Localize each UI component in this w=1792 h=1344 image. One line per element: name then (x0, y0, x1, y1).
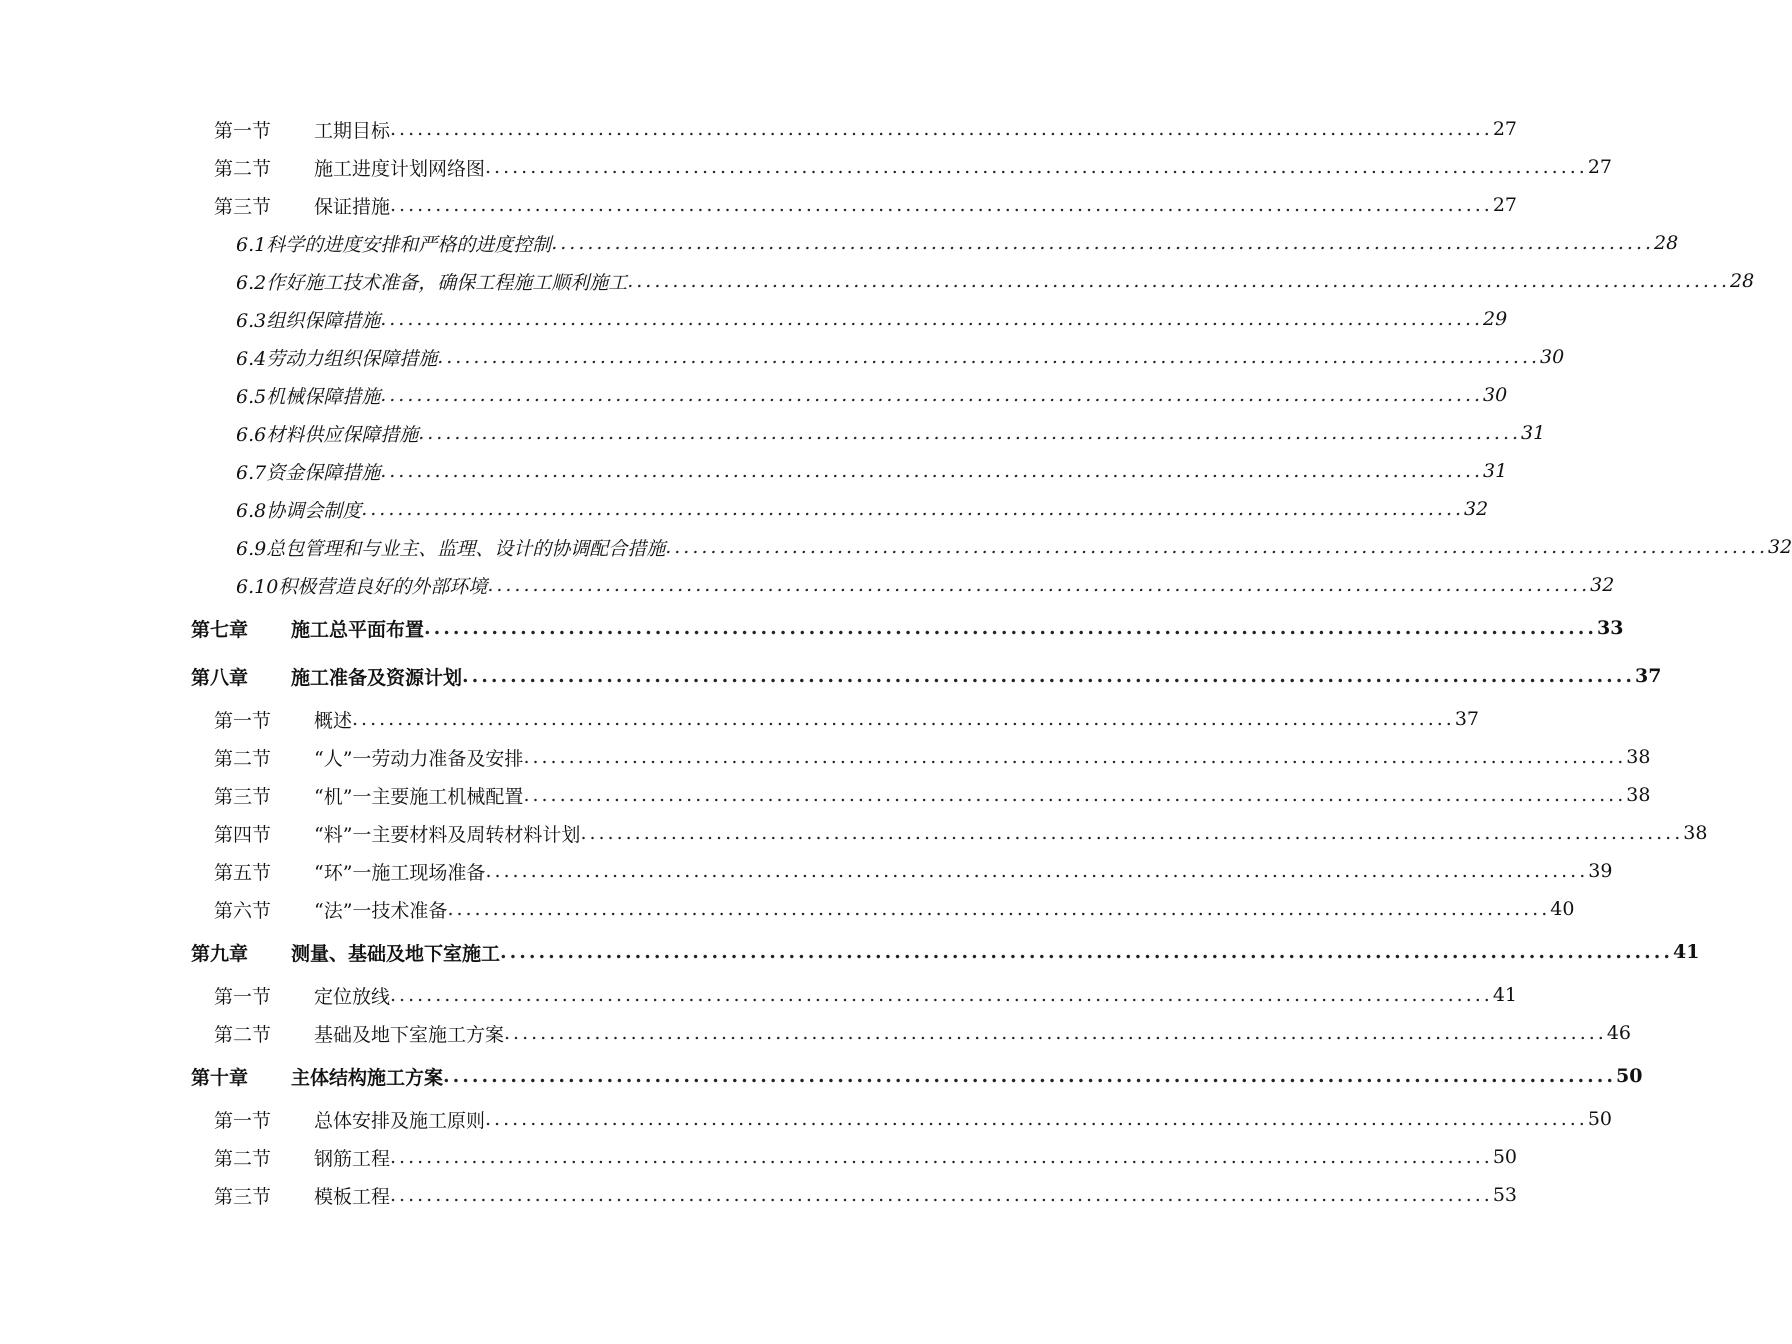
toc-entry-page-number: 40 (1550, 898, 1575, 920)
toc-entry-label: 第一节 (214, 985, 272, 1008)
toc-entry-title: “法”一技术准备 (314, 899, 448, 922)
leader-dots: .......................................................................................................................... (443, 1065, 1617, 1087)
leader-dots: .......................................................................................................................... (487, 574, 1591, 596)
toc-entry-page-number: 28 (1654, 232, 1679, 254)
toc-entry-page-number: 28 (1730, 270, 1755, 292)
leader-dots: .......................................................................................................................... (380, 460, 1484, 482)
toc-entry-label: 第一节 (214, 709, 272, 732)
toc-entry-title: 6.10积极营造良好的外部环境 (236, 575, 488, 598)
toc-entry-title: 基础及地下室施工方案 (314, 1023, 505, 1046)
toc-entry-label: 第二节 (214, 1023, 272, 1046)
toc-entry-page-number: 38 (1626, 784, 1651, 806)
toc-entry-page-number: 37 (1635, 665, 1662, 687)
leader-dots: .......................................................................................................................... (380, 384, 1484, 406)
toc-entry-sub[interactable] (0, 414, 1546, 452)
toc-entry-title: 6.7资金保障措施 (236, 461, 381, 484)
toc-entry-label: 第十章 (191, 1066, 249, 1089)
toc-entry-section[interactable] (0, 890, 1575, 928)
toc-entry-sub[interactable] (0, 566, 1615, 604)
toc-entry-chapter[interactable] (0, 1052, 1643, 1100)
toc-entry-label: 第九章 (191, 942, 249, 965)
toc-entry-page-number: 32 (1590, 574, 1615, 596)
leader-dots: .......................................................................................................................... (665, 536, 1769, 558)
toc-entry-title: 工期目标 (314, 119, 391, 142)
toc-entry-label: 第七章 (191, 618, 249, 641)
leader-dots: .......................................................................................................................... (523, 746, 1627, 768)
toc-entry-section[interactable] (0, 1138, 1518, 1176)
toc-entry-label: 第五节 (214, 861, 272, 884)
toc-entry-section[interactable] (0, 1014, 1632, 1052)
toc-entry-title: 主体结构施工方案 (291, 1066, 444, 1089)
toc-entry-page-number: 50 (1587, 1108, 1613, 1130)
toc-entry-page-number: 31 (1521, 422, 1546, 444)
leader-dots: .......................................................................................................................... (485, 1108, 1588, 1130)
toc-entry-title: 6.9总包管理和与业主、监理、设计的协调配合措施 (236, 537, 666, 560)
toc-entry-label: 第一节 (214, 1109, 272, 1132)
toc-entry-title: “料”一主要材料及周转材料计划 (314, 823, 581, 846)
toc-entry-page-number: 30 (1540, 346, 1565, 368)
toc-entry-chapter[interactable] (0, 928, 1700, 976)
toc-entry-title: 定位放线 (314, 985, 391, 1008)
toc-entry-title: 模板工程 (314, 1185, 391, 1208)
toc-entry-page-number: 30 (1483, 384, 1508, 406)
leader-dots: .......................................................................................................................... (390, 118, 1493, 140)
toc-entry-page-number: 50 (1492, 1146, 1518, 1168)
toc-entry-title: 施工准备及资源计划 (291, 666, 463, 689)
leader-dots: .......................................................................................................................... (380, 308, 1484, 330)
leader-dots: .......................................................................................................................... (352, 708, 1455, 730)
toc-entry-page-number: 50 (1616, 1065, 1643, 1087)
leader-dots: .......................................................................................................................... (523, 784, 1627, 806)
toc-entry-title: 6.2作好施工技术准备，确保工程施工顺利施工 (236, 271, 628, 294)
toc-entry-page-number: 46 (1606, 1022, 1632, 1044)
toc-entry-label: 第二节 (214, 747, 272, 770)
leader-dots: .......................................................................................................................... (551, 232, 1655, 254)
toc-entry-title: 6.3组织保障措施 (236, 309, 381, 332)
toc-entry-title: 施工总平面布置 (291, 618, 425, 641)
toc-entry-label: 第二节 (214, 1147, 272, 1170)
toc-entry-sub[interactable] (0, 300, 1508, 338)
leader-dots: .......................................................................................................................... (361, 498, 1465, 520)
toc-entry-label: 第四节 (214, 823, 272, 846)
toc-entry-sub[interactable] (0, 338, 1565, 376)
toc-entry-label: 第八章 (191, 666, 249, 689)
table-of-contents (0, 110, 1792, 1214)
leader-dots: .......................................................................................................................... (418, 422, 1522, 444)
toc-entry-section[interactable] (0, 814, 1708, 852)
leader-dots: .......................................................................................................................... (462, 665, 1636, 687)
toc-entry-sub[interactable] (0, 452, 1508, 490)
toc-entry-section[interactable] (0, 1176, 1518, 1214)
leader-dots: .......................................................................................................................... (627, 270, 1731, 292)
toc-entry-page-number: 38 (1683, 822, 1708, 844)
leader-dots: .......................................................................................................................... (580, 822, 1684, 844)
toc-entry-page-number: 39 (1588, 860, 1613, 882)
toc-entry-chapter[interactable] (0, 652, 1662, 700)
toc-entry-title: 钢筋工程 (314, 1147, 391, 1170)
toc-entry-page-number: 37 (1454, 708, 1480, 730)
toc-entry-page-number: 32 (1464, 498, 1489, 520)
toc-entry-title: 6.1科学的进度安排和严格的进度控制 (236, 233, 552, 256)
toc-entry-section[interactable] (0, 776, 1651, 814)
toc-entry-title: 6.8协调会制度 (236, 499, 362, 522)
toc-entry-section[interactable] (0, 148, 1613, 186)
toc-entry-label: 第三节 (214, 785, 272, 808)
toc-entry-section[interactable] (0, 852, 1613, 890)
toc-entry-page-number: 32 (1768, 536, 1792, 558)
toc-entry-section[interactable] (0, 976, 1518, 1014)
toc-entry-title: 测量、基础及地下室施工 (291, 942, 501, 965)
toc-entry-page-number: 33 (1597, 617, 1624, 639)
toc-entry-title: 总体安排及施工原则 (314, 1109, 486, 1132)
toc-entry-sub[interactable] (0, 376, 1508, 414)
toc-entry-page-number: 29 (1483, 308, 1508, 330)
toc-entry-sub[interactable] (0, 262, 1755, 300)
leader-dots: .......................................................................................................................... (504, 1022, 1607, 1044)
toc-entry-title: 概述 (314, 709, 353, 732)
leader-dots: .......................................................................................................................... (390, 1184, 1493, 1206)
leader-dots: .......................................................................................................................... (424, 617, 1598, 639)
toc-entry-section[interactable] (0, 186, 1518, 224)
toc-entry-page-number: 53 (1492, 1184, 1518, 1206)
toc-entry-title: “环”一施工现场准备 (314, 861, 486, 884)
leader-dots: .......................................................................................................................... (485, 860, 1589, 882)
leader-dots: .......................................................................................................................... (390, 194, 1493, 216)
leader-dots: .......................................................................................................................... (390, 984, 1493, 1006)
toc-entry-sub[interactable] (0, 224, 1679, 262)
toc-entry-page-number: 27 (1492, 118, 1518, 140)
toc-entry-label: 第一节 (214, 119, 272, 142)
toc-entry-title: 6.5机械保障措施 (236, 385, 381, 408)
toc-entry-title: “机”一主要施工机械配置 (314, 785, 524, 808)
toc-entry-chapter[interactable] (0, 604, 1624, 652)
leader-dots: .......................................................................................................................... (390, 1146, 1493, 1168)
leader-dots: .......................................................................................................................... (500, 941, 1674, 963)
leader-dots: .......................................................................................................................... (447, 898, 1551, 920)
toc-entry-page-number: 31 (1483, 460, 1508, 482)
toc-entry-title: “人”一劳动力准备及安排 (314, 747, 524, 770)
toc-entry-page-number: 41 (1673, 941, 1700, 963)
leader-dots: .......................................................................................................................... (485, 156, 1588, 178)
leader-dots: .......................................................................................................................... (437, 346, 1541, 368)
toc-entry-page-number: 27 (1492, 194, 1518, 216)
toc-entry-label: 第三节 (214, 1185, 272, 1208)
toc-entry-section[interactable] (0, 738, 1651, 776)
toc-entry-label: 第六节 (214, 899, 272, 922)
toc-entry-label: 第二节 (214, 157, 272, 180)
toc-entry-sub[interactable] (0, 528, 1792, 566)
toc-entry-sub[interactable] (0, 490, 1489, 528)
toc-entry-title: 施工进度计划网络图 (314, 157, 486, 180)
toc-entry-page-number: 27 (1587, 156, 1613, 178)
toc-entry-page-number: 38 (1626, 746, 1651, 768)
toc-entry-title: 保证措施 (314, 195, 391, 218)
toc-entry-section[interactable] (0, 1100, 1613, 1138)
toc-entry-section[interactable] (0, 110, 1518, 148)
toc-entry-label: 第三节 (214, 195, 272, 218)
toc-entry-section[interactable] (0, 700, 1480, 738)
toc-entry-title: 6.4劳动力组织保障措施 (236, 347, 438, 370)
toc-entry-page-number: 41 (1492, 984, 1518, 1006)
toc-entry-title: 6.6材料供应保障措施 (236, 423, 419, 446)
